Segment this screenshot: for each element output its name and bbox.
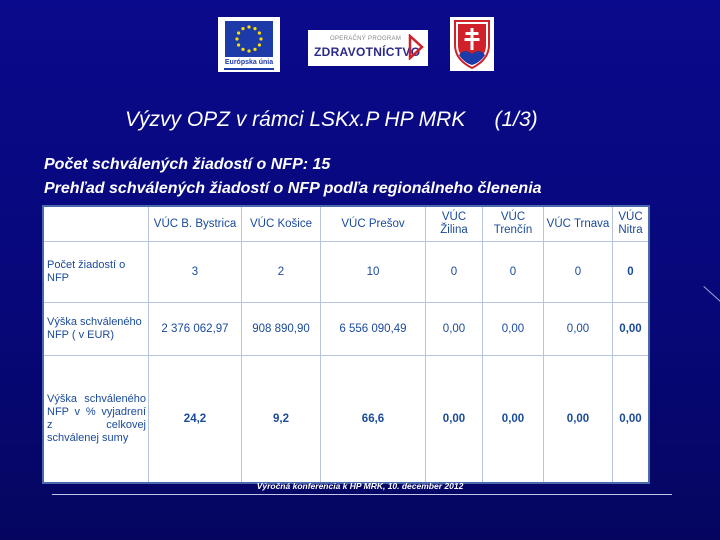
header-corner-cell	[43, 206, 149, 242]
table-cell: 6 556 090,49	[321, 303, 426, 356]
table-cell: 0,00	[613, 356, 650, 484]
sk-shield-icon	[450, 17, 494, 71]
eu-flag-icon	[225, 21, 273, 57]
table-cell: 2	[242, 242, 321, 303]
approved-count-text: Počet schválených žiadostí o NFP: 15	[44, 156, 331, 173]
sk-coat-of-arms	[450, 17, 494, 71]
row-header: Počet žiadostí o NFP	[43, 242, 149, 303]
page-title: Výzvy OPZ v rámci LSKx.P HP MRK (1/3)	[125, 108, 538, 131]
table-cell: 0	[483, 242, 544, 303]
table-cell: 2 376 062,97	[149, 303, 242, 356]
table-cell: 0	[613, 242, 650, 303]
column-header: VÚC Košice	[242, 206, 321, 242]
table-header-row	[43, 206, 649, 242]
table-cell: 0,00	[426, 356, 483, 484]
table-cell: 3	[149, 242, 242, 303]
table-cell: 0,00	[483, 303, 544, 356]
column-header: VÚC Trnava	[544, 206, 613, 242]
footer-text: Výročná konferencia k HP MRK, 10. december 2012	[256, 481, 464, 491]
table-row	[43, 356, 649, 484]
table-row	[43, 303, 649, 356]
column-header: VÚC Nitra	[613, 206, 650, 242]
opz-logo	[308, 30, 428, 66]
eu-underline	[224, 68, 274, 70]
regional-table	[42, 205, 650, 484]
regional-overview-text: Prehľad schválených žiadostí o NFP podľa regionálneho členenia	[44, 180, 542, 197]
footer-divider	[52, 494, 672, 495]
table-cell: 0,00	[544, 356, 613, 484]
column-header: VÚC Prešov	[321, 206, 426, 242]
column-header: VÚC Žilina	[426, 206, 483, 242]
table-cell: 0,00	[483, 356, 544, 484]
table-cell: 10	[321, 242, 426, 303]
column-header: VÚC B. Bystrica	[149, 206, 242, 242]
table-cell: 9,2	[242, 356, 321, 484]
row-header: Výška schváleného NFP ( v EUR)	[43, 303, 149, 356]
table-cell: 0,00	[426, 303, 483, 356]
table-cell: 66,6	[321, 356, 426, 484]
opz-program-name: ZDRAVOTNÍCTVO	[314, 45, 421, 59]
decorative-line	[703, 286, 720, 309]
row-header: Výška schváleného NFP v % vyjadrení z celkovej schválenej sumy	[43, 356, 149, 484]
column-header: VÚC Trenčín	[483, 206, 544, 242]
table-cell: 0,00	[544, 303, 613, 356]
opz-cross-icon	[408, 34, 424, 60]
table-cell: 0,00	[613, 303, 650, 356]
eu-caption: Európska únia	[224, 59, 274, 66]
table-row	[43, 242, 649, 303]
table-cell: 908 890,90	[242, 303, 321, 356]
table-cell: 0	[426, 242, 483, 303]
table-cell: 0	[544, 242, 613, 303]
eu-logo	[218, 17, 280, 72]
opz-program-label: OPERAČNÝ PROGRAM	[330, 36, 402, 42]
table-cell: 24,2	[149, 356, 242, 484]
